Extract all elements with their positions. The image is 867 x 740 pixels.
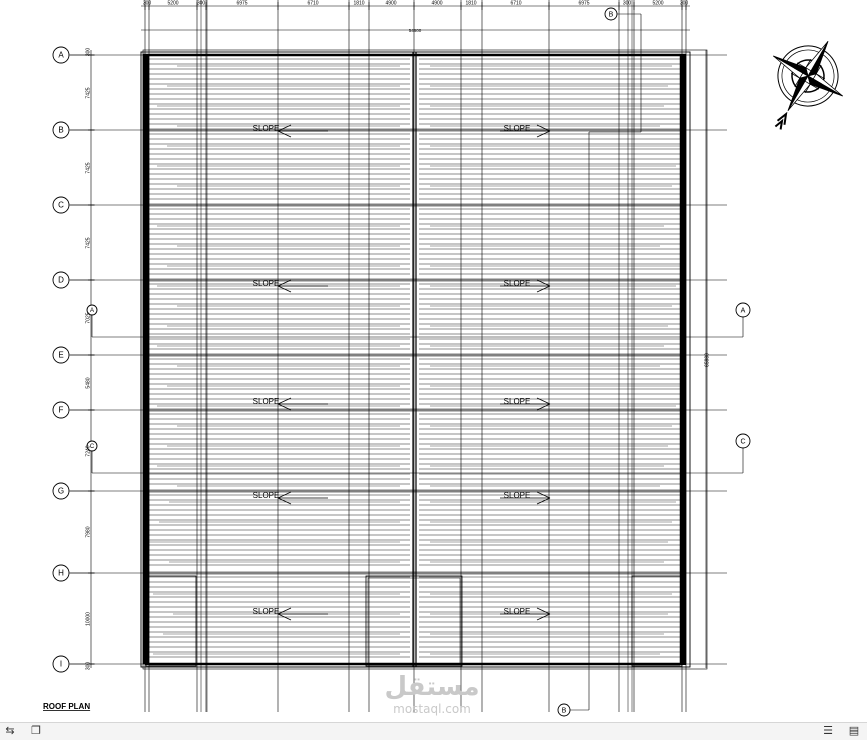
roof-opening <box>146 576 196 666</box>
row-dimension-text: 300 <box>85 47 92 57</box>
section-mark-label: A <box>89 308 95 315</box>
column-dimension-text: 4900 <box>431 0 443 7</box>
section-mark-label: A <box>740 307 746 315</box>
grid-bubble-label: I <box>59 659 63 669</box>
grid-bubble-label: G <box>57 486 65 496</box>
column-dimension-text: 6710 <box>307 0 319 7</box>
row-dimension-text: 7425 <box>85 237 92 249</box>
grid-bubble-label: E <box>58 350 64 360</box>
slope-label-left: SLOPE <box>252 279 280 289</box>
row-dimension-text: 10000 <box>85 612 92 626</box>
column-dimension-text: 4900 <box>385 0 397 7</box>
row-dimension-text: 7425 <box>85 87 92 99</box>
slope-label-left: SLOPE <box>252 397 280 407</box>
section-mark-label: B <box>608 11 614 19</box>
row-dimension-text: 7425 <box>85 162 92 174</box>
row-dimension-text: 5480 <box>85 377 92 389</box>
section-mark-label: C <box>89 444 95 451</box>
slope-label-right: SLOPE <box>503 607 531 617</box>
drawing-linework <box>53 0 863 716</box>
row-dimension-text: 7980 <box>85 526 92 538</box>
row-dimension-text: 7025 <box>85 312 92 324</box>
slope-label-right: SLOPE <box>503 279 531 289</box>
watermark-arabic: مستقل <box>384 672 480 702</box>
grid-bubble-label: D <box>58 275 64 285</box>
column-dimension-text: 6975 <box>236 0 248 7</box>
grid-bubble-label: H <box>58 568 64 578</box>
slope-arrowhead <box>278 498 291 504</box>
slope-label-right: SLOPE <box>503 124 531 134</box>
overall-height-text: 65980 <box>704 353 711 367</box>
column-dimension-text: 300 <box>142 0 152 7</box>
grid-bubble-label: B <box>58 125 64 135</box>
page-icon[interactable]: ❐ <box>31 724 41 737</box>
parapet-left <box>143 54 149 664</box>
column-dimension-text: 6975 <box>578 0 590 7</box>
column-dimension-text: 300 <box>196 0 206 7</box>
column-dimension-text: 5200 <box>167 0 179 7</box>
overall-width-text: 54600 <box>408 28 422 34</box>
section-mark-label: B <box>561 707 567 715</box>
roof-opening <box>632 576 682 666</box>
slope-arrowhead <box>537 608 550 614</box>
viewer-toolbar <box>0 722 867 740</box>
column-dimension-text: 1810 <box>465 0 477 7</box>
menu-icon[interactable]: ▤ <box>848 724 860 737</box>
slope-label-left: SLOPE <box>252 607 280 617</box>
row-dimension-text: 7240 <box>85 445 92 457</box>
list-icon[interactable]: ☰ <box>823 724 833 737</box>
column-dimension-text: 5200 <box>652 0 664 7</box>
column-dimension-text: 300 <box>622 0 632 7</box>
row-dimension-text: 300 <box>85 661 92 671</box>
slope-arrowhead <box>537 498 550 504</box>
column-dimension-text: 6710 <box>510 0 522 7</box>
grid-bubble-label: F <box>58 405 64 415</box>
slope-arrowhead <box>278 608 291 614</box>
slope-label-left: SLOPE <box>252 491 280 501</box>
grid-bubble-label: C <box>58 200 64 210</box>
column-dimension-text: 300 <box>679 0 689 7</box>
north-arrow-icon <box>743 21 862 148</box>
parapet-right <box>680 54 686 664</box>
swap-icon[interactable]: ⇆ <box>5 724 15 737</box>
column-dimension-text: 1810 <box>353 0 365 7</box>
section-mark-label: C <box>740 438 746 446</box>
slope-label-right: SLOPE <box>503 397 531 407</box>
watermark-latin: mostaql.com <box>393 702 471 716</box>
grid-bubble-label: A <box>58 50 64 60</box>
drawing-title: ROOF PLAN <box>43 702 91 712</box>
slope-label-right: SLOPE <box>503 491 531 501</box>
slope-label-left: SLOPE <box>252 124 280 134</box>
